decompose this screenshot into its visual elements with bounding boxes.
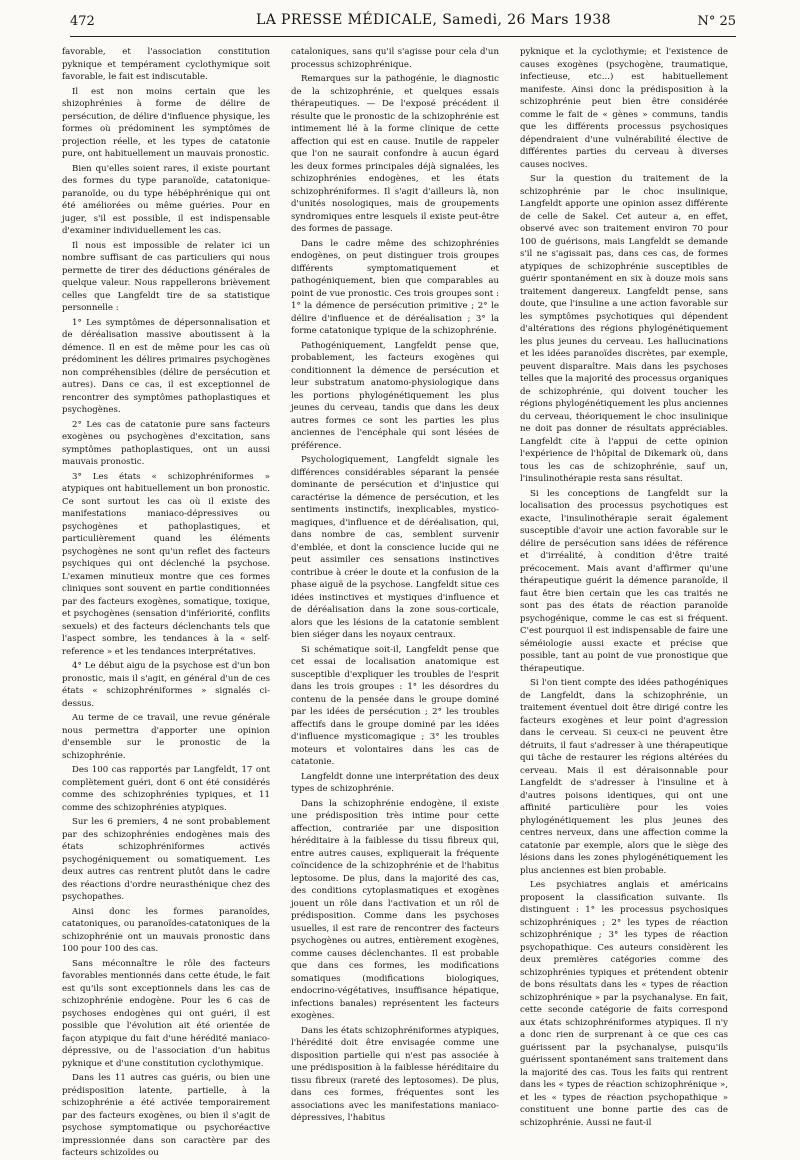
- paragraph: Dans les états schizophréniformes atypiques, l'hérédité doit être envisagée comme une disposition partielle qui n'est pas associée à une prédisposition à la faiblesse héréditaire du tissu fibreux (rareté des leptosomes). De plus, dans ces formes, fréquentes sont les associations avec les manifestations maniaco-dépressives, l'habitus: [291, 1025, 499, 1123]
- paragraph: Sur la question du traitement de la schizophrénie par le choc insulinique, Langfeldt apporte une opinion assez différente de celle de Sakel. Cet auteur a, en effet, observé avec son traitement environ 70 pour 100 de guérisons, mais Langfeldt se demande s'il ne s'agissait pas, dans ces cas, de formes atypiques de schizophrénie susceptibles de guérir spontanément en six à douze mois sans traitement dangereux. Langfeldt pense, sans doute, que l'insuline a une action favorable sur les symptômes psychotiques qui dépendent d'altérations des régions phylogénétiquement les plus jeunes du cerveau. Les hallucinations et les idées paranoïdes discrètes, par exemple, peuvent disparaître. Mais dans les psychoses telles que la majorité des processus organiques de schizophrénie, qui doivent toucher les régions phylogénétiquement les plus anciennes du cerveau, théoriquement le choc insulinique ne doit pas donner de résultats appréciables. Langfeldt cite à l'appui de cette opinion l'expérience de l'hôpital de Dikemark où, dans tous les cas de schizophrénie, sauf un, l'insulinothérapie resta sans résultat.: [520, 174, 728, 484]
- paragraph: Des 100 cas rapportés par Langfeldt, 17 ont complètement guéri, dont 6 ont été considérés comme des schizophrénies typiques, et 11 comme des schizophrénies atypiques.: [62, 765, 270, 813]
- paragraph: 2° Les cas de catatonie pure sans facteurs exogènes ou psychogènes d'excitation, sans symptômes pathoplastiques, ont un aussi mauvais pronostic.: [62, 419, 270, 467]
- text-column-2: [291, 46, 499, 1123]
- paragraph: Langfeldt donne une interprétation des deux types de schizophrénie.: [291, 771, 499, 794]
- paragraph: Pathogéniquement, Langfeldt pense que, probablement, les facteurs exogènes qui conditionnent la démence de persécution et leur substratum anatomo-physiologique dans les portions phylogénétiquement les plus jeunes du cerveau, tandis que dans les deux autres formes ce sont les parties les plus anciennes de l'encéphale qui sont lésées de préférence.: [291, 340, 499, 451]
- paragraph: Il est non moins certain que les shizophrénies à forme de délire de persécution, de délire d'influence physique, les formes où prédominent les symptômes de projection réelle, et les types de catatonie pure, ont habituellement un mauvais pronostic.: [62, 86, 270, 159]
- paragraph: 3° Les états « schizophréniformes » atypiques ont habituellement un bon pronostic. Ce sont surtout les cas où il existe des manifestations maniaco-dépressives ou psychogènes et pathoplastiques, et particulièrement quand les éléments psychogènes ne sont qu'un reflet des facteurs psychiques qui ont déclenché la psychose. L'examen minutieux montre que ces formes cliniques sont souvent en partie conditionnées par des facteurs exogènes, somatique, toxique, et psychogènes (sensation d'infériorité, conflits sexuels) et des facteurs déclenchants tels que l'aspect sombre, les tendances à la « self-reference » et les tendances interprétatives.: [62, 471, 270, 657]
- paragraph: Si schématique soit-il, Langfeldt pense que cet essai de localisation anatomique est susceptible d'expliquer les troubles de l'esprit dans les trois groupes : 1° les désordres du contenu de la pensée dans le groupe dominé par les idées de persécution ; 2° les troubles affectifs dans le groupe dominé par les idées d'influence mysticomagique ; 3° les troubles moteurs et volontaires dans les cas de catatonie.: [291, 644, 499, 767]
- paragraph: Ainsi donc les formes paranoïdes, catatoniques, ou paranoïdes-catatoniques de la schizophrénie ont un mauvais pronostic dans 100 pour 100 des cas.: [62, 906, 270, 954]
- paragraph: Bien qu'elles soient rares, il existe pourtant des formes du type paranoïde, catatonique-paranoïde, ou du type hébéphrénique qui ont été améliorées ou même guéries. Pour en juger, s'il est possible, il est indispensable d'examiner individuellement les cas.: [62, 163, 270, 236]
- paragraph: Si les conceptions de Langfeldt sur la localisation des processus psychotiques est exacte, l'insulinothérapie serait également susceptible d'avoir une action favorable sur le délire de persécution sans idées de référence et d'irréalité, à condition d'être traité précocement. Mais avant d'affirmer qu'une thérapeutique guérit la démence paranoïde, il faut être bien certain que les cas traités ne sont pas des états de réaction paranoïde psychogénique, comme le cas est si fréquent. C'est pourquoi il est indispensable de faire une séméiologie aussi exacte et précise que possible, tant au point de vue pronostique que thérapeutique.: [520, 488, 728, 674]
- paragraph: Au terme de ce travail, une revue générale nous permettra d'apporter une opinion d'ensemble sur le pronostic de la schizophrénie.: [62, 713, 270, 761]
- journal-title: LA PRESSE MÉDICALE, Samedi, 26 Mars 1938: [256, 12, 611, 28]
- paragraph: pyknique et la cyclothymie; et l'existence de causes exogènes (psychogène, traumatique, infectieuse, etc...) est habituellement manifeste. Ainsi donc la prédisposition à la schizophrénie peut bien être considérée comme le fait de « gènes » communs, tandis que les différents processus psychosiques dépendraient d'une vulnérabilité élective de différentes parties du cerveau à diverses causes nocives.: [520, 47, 728, 170]
- paragraph: cataloniques, sans qu'il s'agisse pour cela d'un processus schizophrénique.: [291, 47, 499, 70]
- page-number: 472: [70, 14, 95, 29]
- paragraph: Dans les 11 autres cas guéris, ou bien une prédisposition latente, partielle, à la schizophrénie a été activée temporairement par des facteurs exogènes, ou bien il s'agit de psychose symptomatique ou psychoréactive impressionnée dans son caractère par des facteurs schizoïdes ou: [62, 1073, 270, 1158]
- paragraph: Si l'on tient compte des idées pathogéniques de Langfeldt, dans la schizophrénie, un traitement éventuel doit être dirigé contre les facteurs exogènes et leur point d'agression dans le cerveau. Si ceux-ci ne peuvent être détruits, il faut s'adresser à une thérapeutique qui tâche de restaurer les régions altérées du cerveau. Mais il est déraisonnable pour Langfeldt de s'adresser à l'insuline et à d'autres poisons identiques, qui ont une affinité particulière pour les voies phylogénétiquement les plus jeunes des centres nerveux, dans une affection comme la catatonie par exemple, alors que le siège des lésions dans les zones phylogénétiquement les plus anciennes est bien probable.: [520, 678, 728, 876]
- paragraph: Dans le cadre même des schizophrénies endogènes, on peut distinguer trois groupes différents symptomatiquement et pathogéniquement, bien que comparables au point de vue pronostic. Ces trois groupes sont : 1° la démence de persécution primitive ; 2° le délire d'influence et de déréalisation ; 3° la forme catatonique typique de la schizophrénie.: [291, 238, 499, 336]
- paragraph: Psychologiquement, Langfeldt signale les différences considérables séparant la pensée dominante de persécution et d'injustice qui caractérise la démence de persécution, et les sentiments instinctifs, inexplicables, mystico-magiques, d'influence et de déréalisation, qui, dans nombre de cas, semblent survenir d'emblée, et dont la conscience lucide qui ne peut assimiler ces sensations instinctives contribue à créer le doute et la confusion de la phase aiguë de la psychose. Langfeldt situe ces idées instinctives et mystiques d'influence et de déréalisation dans la zone sous-corticale, alors que les lésions de la catatonie semblent bien siéger dans les noyaux centraux.: [291, 455, 499, 640]
- paragraph: Les psychiatres anglais et américains proposent la classification suivante. Ils distinguent : 1° les processus psychosiques schizophréniques ; 2° les types de réaction schizophrénique ; 3° les types de réaction psychopathique. Ces auteurs considèrent les deux premières catégories comme des schizophrénies typiques et prétendent obtenir de bons résultats dans les « types de réaction schizophrénique » par la psychanalyse. En fait, cette seconde catégorie de faits correspond aux états schizophréniformes atypiques. Il n'y a donc rien de surprenant à ce que ces cas guérissent par la psychanalyse, puisqu'ils guérissent spontanément sans traitement dans la majorité des cas. Tous les faits qui rentrent dans les « types de réaction schizophrénique », et les « types de réaction psychopathique » constituent une bonne partie des cas de schizophrénie. Aussi ne faut-il: [520, 880, 728, 1128]
- paragraph: Dans la schizophrénie endogène, il existe une prédisposition très intime pour cette affection, contrariée par une disposition héréditaire à la faiblesse du tissu fibreux qui, entre autres causes, expliquerait la fréquente coïncidence de la schizophrénie et de l'habitus leptosome. De plus, dans la majorité des cas, des conditions cytoplasmatiques et exogènes jouent un rôle dans l'activation et un rôl de prédisposition. Comme dans les psychoses usuelles, il est rare de rencontrer des facteurs psychogènes ou autres, entièrement exogènes, comme causes déclenchantes. Il est probable que dans ces formes, les modifications somatiques (modifications biologiques, endocrino-végétatives, insuffisance hépatique, infections banales) représentent les facteurs exogènes.: [291, 798, 499, 1021]
- text-column-1: [62, 46, 270, 1158]
- paragraph: Sans méconnaître le rôle des facteurs favorables mentionnés dans cette étude, le fait est qu'ils sont exceptionnels dans les cas de schizophrénie endogène. Pour les 6 cas de psychoses endogènes qui ont guéri, il est possible que l'évolution ait été orientée de façon atypique du fait d'une hérédité maniaco-dépressive, ou de l'association d'un habitus pyknique et d'une constitution cyclothymique.: [62, 958, 270, 1069]
- text-column-3: [520, 46, 728, 1128]
- paragraph: Remarques sur la pathogénie, le diagnostic de la schizophrénie, et quelques essais thérapeutiques. — De l'exposé précédent il résulte que le pronostic de la schizophrénie est intimement lié à la forme clinique de cette affection qui est en cause. Inutile de rappeler que l'on ne saurait confondre à aucun égard les deux formes principales déjà signalées, les schizophrénies endogènes, et les états schizophréniformes. Il s'agit d'ailleurs là, non d'unités nosologiques, mais de groupements syndromiques entre lesquels il existe peut-être des formes de passage.: [291, 74, 499, 234]
- paragraph: 1° Les symptômes de dépersonnalisation et de déréalisation massive aboutissent à la démence. Il en est de même pour les cas où prédominent les délires primaires psychogènes non compréhensibles (délire de persécution et autres). Dans ce cas, il est exceptionnel de rencontrer des symptômes pathoplastiques et psychogènes.: [62, 317, 270, 415]
- issue-number: N° 25: [697, 14, 736, 29]
- paragraph: favorable, et l'association constitution pyknique et tempérament cyclothymique soit favorable, le fait est indiscutable.: [62, 47, 270, 82]
- paragraph: Sur les 6 premiers, 4 ne sont probablement par des schizophrénies endogènes mais des états schizophréniformes activés psychogéniquement ou somatiquement. Les deux autres cas rentrent plutôt dans le cadre des réactions d'ordre neurasthénique chez des psychopathes.: [62, 817, 270, 902]
- paragraph: 4° Le début aigu de la psychose est d'un bon pronostic, mais il s'agit, en général d'un de ces états « schizophréniformes » signalés ci-dessus.: [62, 661, 270, 709]
- page-header: [70, 8, 736, 37]
- paragraph: Il nous est impossible de relater ici un nombre suffisant de cas particuliers qui nous permette de tirer des déductions générales de quelque valeur. Nous rappellerons brièvement celles que Langfeldt tire de sa statistique personnelle :: [62, 240, 270, 313]
